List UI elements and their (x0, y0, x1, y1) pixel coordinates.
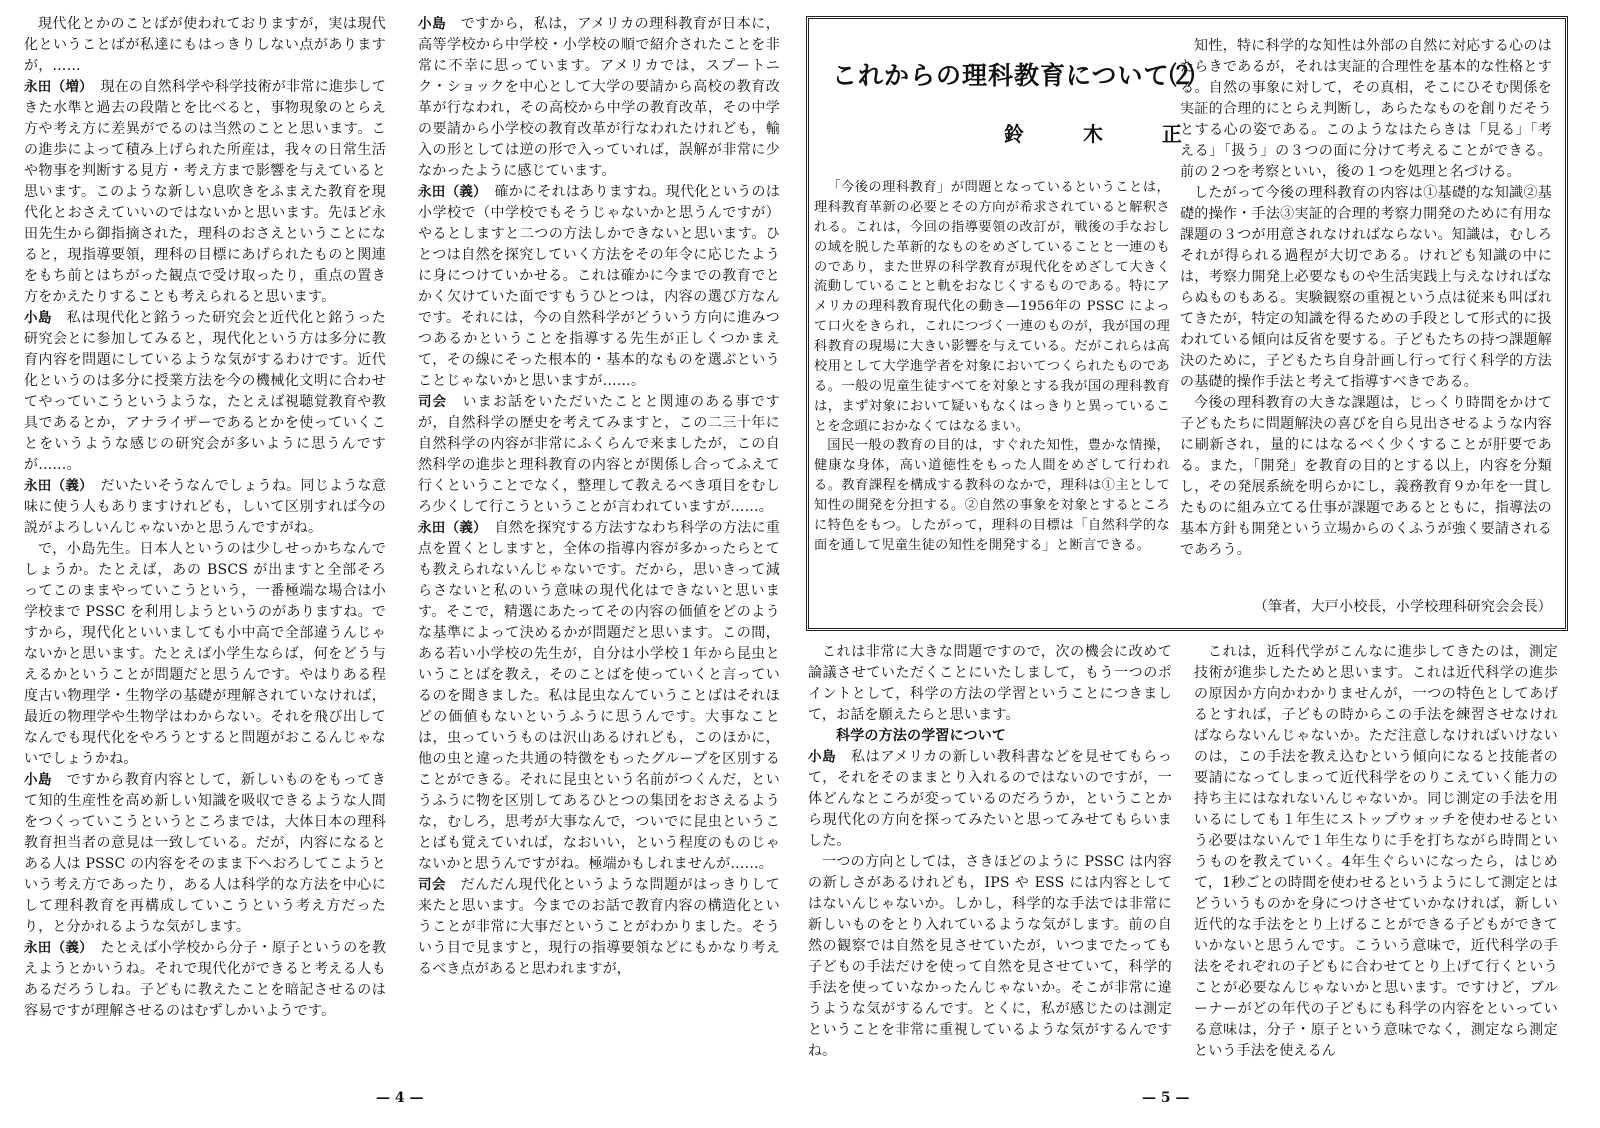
article-title: これからの理科教育について⑵ (832, 61, 1196, 90)
speaker-name: 司会 (418, 877, 447, 893)
speech-text: 私は現代化と銘うった研究会と近代化と銘うった研究会とに参加してみると，現代化という方は多分に教育内容を問題にしているような気がするわけです。近代化というのは多分に授業方法を今の機械化文明に合わせてやっていこうというような，たとえば視聴覚教育や教具であるとか，アナライザーであるとかを使っていくことをいうような感じの研究会が多いように思うんですが……。 (24, 310, 387, 473)
paragraph: 「今後の理科教育」が問題となっているということは，理科教育革新の必要とその方向が希求されていると解釈される。これは，今回の指導要領の改訂が，戦後の手なおしの域を脱した革新的なものをめざしていることと一連のものであり，また世界の科学教育が現代化をめざして大きく流動していることと軌をおなじくするものである。特にアメリカの理科教育現代化の動き—1956年の PSSC によって口火をきられ，これにつづく一連のものが，我が国の理科教育の現場に大きい影響を与えている。だがこれらは高校用として大学進学者を対象においてつくられたものである。一般の児童生徒すべてを対象とする我が国の理科教育は，まず対象において疑いもなくはっきりと異っていることを念頭におかなくてはなるまい。 (814, 180, 1170, 434)
speaker-paragraph (418, 182, 780, 392)
speaker-paragraph (24, 308, 386, 476)
speech-text: だんだん現代化というような問題がはっきりして来たと思います。今までのお話で教育内容の構造化ということが非常に大事だということがわかりました。そういう目で見ますと，現行の指導要領などにもかなり考えるべき点があると思われますが， (418, 877, 781, 977)
column-4 (1194, 642, 1558, 1062)
paragraph: で，小島先生。日本人というのは少しせっかちなんでしょうか。たとえば，あの BSCS が出ますと全部そろってこのままやっていこうという，一番極端な場合は小学校まで PSSC を利用しようというのがありますね。ですから，現代化といいましても小中高で全部違うんじゃないかと思います。たとえば小学生ならば，何をどう与えるかということが問題だと思うんです。やはりある程度古い物理学・生物学の基礎が理解されていなければ，最近の物理学や生物学はわからない。それを飛び出してなんでも現代化をやろうとすると問題がおこるんじゃないでしょうかね。 (24, 541, 386, 767)
page-number-left: — 4 — (376, 1090, 424, 1106)
paragraph: 国民一般の教育の目的は，すぐれた知性，豊かな情操，健康な身体，高い道徳性をもった人間をめざして行われる。教育課程を構成する教科のなかで，理科は①主として知性の開発を分担する。②自然の事象を対象とするところに特色をもつ。したがって，理科の目標は「自然科学的な面を通して児童生徒の知性を開発する」と断言できる。 (814, 438, 1170, 553)
column-2 (418, 14, 780, 980)
speech-text: ですから，私は，アメリカの理科教育が日本に，高等学校から中学校・小学校の順で紹介されたことを非常に不幸に思っています。アメリカでは，スプートニク・ショックを中心として大学の要請から高校の教育改革が行なわれ，その高校から中学の教育改革，その中学の要請から小学校の教育改革が行なわれたけれども，輸入の形としては逆の形で入っていれば，誤解が非常に少なかったように感じています。 (418, 16, 781, 179)
speaker-paragraph (808, 747, 1172, 852)
article-author: 鈴 木 正 (1004, 122, 1208, 146)
speaker-name: 小島 (24, 310, 53, 326)
speech-text: だいたいそうなんでしょうね。同じような意味に使う人もありますけれども，しいて区別すれば今の説がよろしいんじゃないかと思うんですがね。 (24, 478, 387, 536)
article-column-1 (814, 178, 1170, 556)
speech-text: 私はアメリカの新しい教科書などを見せてもらって，それをそのままとり入れるのではないのですが，一体どんなところが変っているのだろうか，ということから現代化の方向を探ってみたいと思ってみせてもらいました。 (808, 749, 1173, 849)
speaker-paragraph (418, 392, 780, 518)
column-3 (808, 642, 1172, 1062)
speaker-paragraph (24, 938, 386, 1022)
paragraph: したがって今後の理科教育の内容は①基礎的な知識②基礎的操作・手法③実証的合理的考察力開発のために有用な課題の３つが用意されなければならない。知識は，むしろそれが得られる過程が大切である。けれども知識の中には，考察力開発上必要なものや生活実践上与えなければならぬものもある。実験観察の重視という点は従来も叫ばれてきたが，特定の知識を得るための手段として形式的に扱われている傾向は反省を要する。子どもたちの持つ課題解決のために，子どもたち自身計画し行って行く科学的方法の基礎的操作手法と考えて指導すべきである。 (1180, 185, 1552, 390)
speaker-name: 小島 (808, 749, 837, 765)
speaker-paragraph (24, 770, 386, 938)
speaker-name: 司会 (418, 394, 448, 410)
paragraph: 一つの方向としては，さきほどのように PSSC は内容の新しさがあるけれども，IPS や ESS には内容としてはないんじゃないか。しかし，科学的な手法では非常に新しいものをとり入れているような気がします。前の自然の観察では自然を見させていたが，いつまでたっても子どもの手法だけを使って自然を見させていて，科学的手法を使っていなかったんじゃないか。そこが非常に違うような気がするんです。とくに，私が感じたのは測定ということを非常に重視しているような気がするんですね。 (808, 854, 1172, 1059)
col3-intro: これは非常に大きな問題ですので，次の機会に改めて論議させていただくことにいたしまして，もう一つのポイントとして，科学の方法の学習ということにつきまして，お話を願えたらと思います。 (808, 644, 1172, 723)
speaker-name: 永田（義） (418, 520, 481, 536)
speaker-name: 永田（増） (24, 79, 87, 95)
section-subheading: 科学の方法の学習について (836, 728, 1007, 744)
article-byline: （筆者，大戸小校長，小学校理科研究会会長） (1253, 599, 1552, 615)
speaker-paragraph (24, 476, 386, 539)
speech-text: いまお話をいただいたことと関連のある事ですが，自然科学の歴史を考えてみますと，この二三十年に自然科学の内容が非常にふくらんで来ましたが，この自然科学の進歩と理科教育の内容とが関係し合ってふえて行くということでなく，整理して教えるべき項目をむしろ少くして行こうということが言われていますが……。 (418, 394, 781, 515)
speech-text: ですから教育内容として，新しいものをもってきて知的生産性を高め新しい知識を吸収できるような人間をつくっていこうというところまでは，大体日本の理科教育担当者の意見は一致している。だが，内容になるとある人は PSSC の内容をそのまま下へおろしてこようという考え方であったり，ある人は科学的な方法を中心にして理科教育を再構成していこうという考え方だったり，と分かれるような気がします。 (24, 772, 386, 935)
page-number-right: — 5 — (1142, 1090, 1190, 1106)
speaker-paragraph (24, 77, 386, 308)
column-1 (24, 14, 386, 1022)
speaker-name: 小島 (24, 772, 53, 788)
speaker-paragraph (418, 14, 780, 182)
speech-text: 現在の自然科学や科学技術が非常に進歩してきた水準と過去の段階とを比べると，事物現象のとらえ方や考え方に差異がでるのは当然のことと思います。この進歩によって積み上げられた所産は，我々の日常生活や物事を判断する見方・考え方まで影響を与えていると思います。このような新しい息吹きをふまえた教育を現代化とおさえていいのではないかと思います。先ほど永田先生から御指摘された，理科のおさえということになると，現指導要領，理科の目標にあげられたものと関連をもち前とはちがった観点で受け取ったり，重点の置き方をかえたりすることも考えられると思います。 (24, 79, 387, 305)
col4-text: これは，近科代学がこんなに進歩してきたのは，測定技術が進歩したためと思います。これは近代科学の進歩の原因か方向かわかりませんが，一つの特色としてあげるとすれば，子どもの時からこの手法を練習させなければならないんじゃないか。ただ注意しなければいけないのは，この手法を教え込むという傾向になると技能者の要請になってしまって近代科学をのりこえていく能力の持ち主にはなれないんじゃないか。同じ測定の手法を用いるにしても１年生にストップウォッチを使わせるという必要はないんで１年生なりに手を打ちながら時間というものを教えていく。4年生ぐらいになったら，はじめて，1秒ごとの時間を使わせるというようにして測定とはどういうものかを身につけさせていかなければ，新しい近代的な手法をとり上げることができる子どもができていかないと思うんです。こういう意味で，近代科学の手法をそれぞれの子どもに合わせてとり上げて行くということが必要なんじゃないかと思います。ですけど，ブルーナーがどの年代の子どもにも科学の内容をといっている意味は，分子・原子という意味でなく，測定なら測定という手法を使えるん (1194, 644, 1558, 1059)
speaker-name: 永田（義） (418, 184, 481, 200)
speaker-paragraph (418, 875, 780, 980)
article-column-2 (1180, 36, 1552, 561)
speech-text: 自然を探究する方法すなわち科学の方法に重点を置くとしますと，全体の指導内容が多かったらとても教えられないんじゃないです。だから，思いきって減らさないと私のいう意味の現代化はできないと思います。そこで，精選にあたってその内容の価値をどのような基準によって決めるかが問題だと思います。この間，ある若い小学校の先生が，自分は小学校１年から昆虫ということばを教え，そのことばを使っていくと言っているのを聞きました。私は昆虫なんていうことばはそれほどの価値もないというふうに思うんです。大事なことは，虫っていうものは沢山あるけれども，このほかに，他の虫と違った共通の特徴をもったグループを区別することができる。それに昆虫という名前がつくんだ，というふうに物を区別してあるひとつの集団をおさえるような，むしろ，思考が大事なんで，ついでに昆虫ということばも覚えていれば，なおいい，という程度のものじゃないかと思うんですがね。極端かもしれませんが……。 (418, 520, 781, 872)
speaker-name: 永田（義） (24, 940, 87, 956)
speech-text: たとえば小学校から分子・原子というのを教えようとかいうね。それで現代化ができると考える人もあるだろうしね。子どもに教えたことを暗記させるのは容易ですが理解させるのはむずしかいようです。 (24, 940, 387, 1019)
speaker-paragraph (418, 518, 780, 875)
speaker-name: 永田（義） (24, 478, 87, 494)
speech-text: 確かにそれはありますね。現代化というのは小学校で（中学校でもそうじゃないかと思うんですが）やるとしますと二つの方法しかできないと思います。ひとつは自然を探究していく方法をその年令に応じたように身につけていかせる。これは確かに今までの教育でとかく欠けていた面ですもうひとつは，内容の選び方なんです。それには，今の自然科学がどういう方向に進みつつあるかということを指導する先生が正しくつかまえて，その線にそった根本的・基本的なものを選ぶということじゃないかと思いますが……。 (418, 184, 781, 389)
paragraph: 知性，特に科学的な知性は外部の自然に対応する心のはたらきであるが，それは実証的合理性を基本的な性格とする。自然の事象に対して，その真相，そこにひそむ関係を実証的合理的にとらえ判断し，あらたなものを創りだそうとする心の姿である。このようなはたらきは「見る」「考える」「扱う」の３つの面に分けて考えることができる。前の２つを考察といい，後の１つを処理と名づける。 (1180, 38, 1552, 180)
speaker-name: 小島 (418, 16, 447, 32)
paragraph: 今後の理科教育の大きな課題は，じっくり時間をかけて子どもたちに問題解決の喜びを自ら見出させるような内容に刷新され，量的にはなるべく少くすることが肝要である。また，「開発」を教育の目的とする以上，内容を分類し，その発展系統を明らかにし，義務教育９か年を一貫したものに組み立てる仕事が課題であるとともに，指導法の基本方針も開発という立場からのくふうが強く要請されるであろう。 (1180, 395, 1552, 558)
paragraph: 現代化とかのことばが使われておりますが，実は現代化ということばが私達にもはっきりしない点がありますが，…… (24, 16, 386, 74)
